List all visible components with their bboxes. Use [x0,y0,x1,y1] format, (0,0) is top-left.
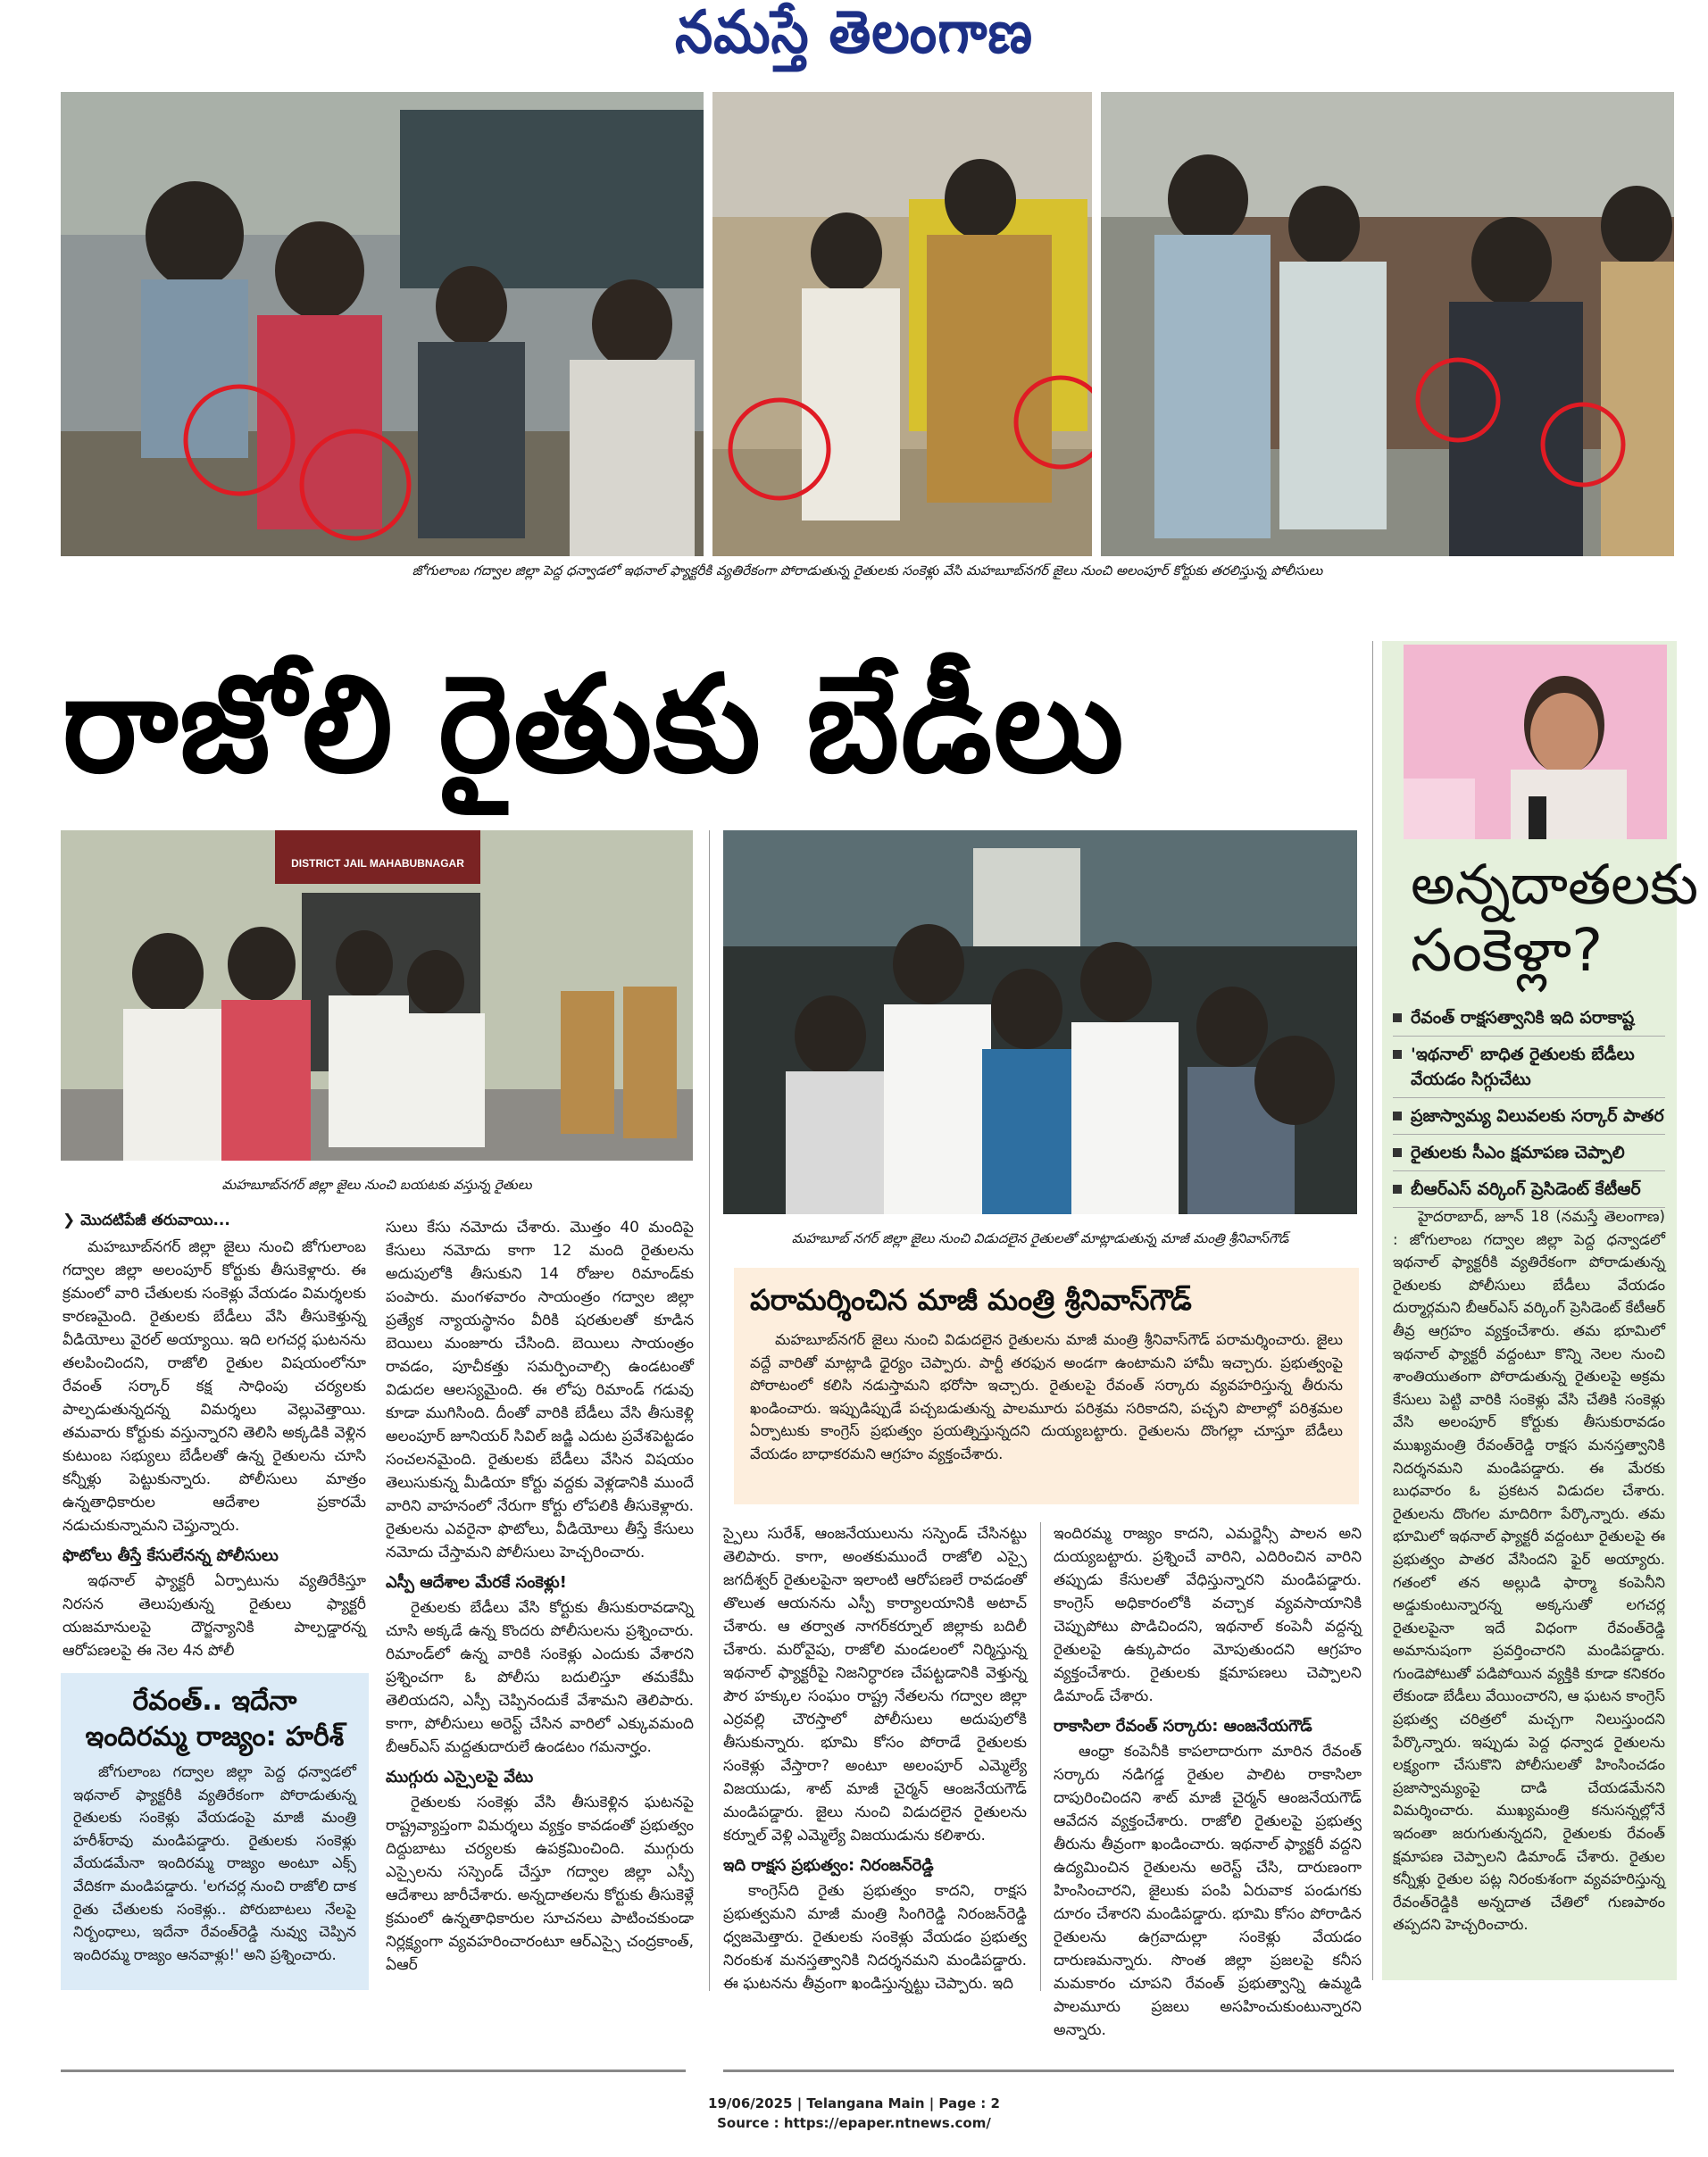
harish-box-title-1: రేవంత్.. ఇదేనా [132,1686,297,1717]
masthead [0,0,1708,75]
article-subhead: రాకాసిలా రేవంత్ సర్కారు: ఆంజనేయగౌడ్ [1054,1717,1312,1736]
article-subhead: ఇది రాక్షస ప్రభుత్వం: నిరంజన్‌రెడ్డి [723,1856,934,1875]
ktr-title-1: అన్నదాతలకు [1411,852,1699,917]
harish-box-title-2: ఇందిరమ్మ రాజ్యం: హరీశ్ [85,1721,345,1753]
article-kicker: ❯ మొదటిపేజీ తరువాయి... [62,1212,230,1229]
ktr-bullet: ప్రజాస్వామ్య విలువలకు సర్కార్ పాతర [1393,1098,1665,1135]
srinivas-box-title: పరామర్శించిన మాజీ మంత్రి శ్రీనివాస్‌గౌడ్ [750,1283,1192,1317]
minister-photo-caption: మహబూబ్ నగర్ జిల్లా జైలు నుంచి విడుదలైన రైతులతో మాట్లాడుతున్న మాజీ మంత్రి శ్రీనివాస్‌గౌడ్ [791,1230,1289,1246]
arrow-right-icon: ❯ [62,1212,81,1229]
ktr-bullet: రైతులకు సీఎం క్షమాపణ చెప్పాలి [1393,1135,1665,1171]
top-photo-caption: జోగులాంబ గద్వాల జిల్లా పెద్ద ధన్వాడలో ఇథనాల్ ఫ్యాక్టరీకి వ్యతిరేకంగా పోరాడుతున్న రైతులకు సంకెళ్లు వేసి మహబూబ్‌నగర్ జైలు నుంచి అలంపూర్ కోర్టుకు తరలిస్తున్న పోలీసులు [412,562,1323,579]
harish-box-body: జోగులాంబ గద్వాల జిల్లా పెద్ద ధన్వాడలో ఇథనాల్ ఫ్యాక్టరీకి వ్యతిరేకంగా పోరాడుతున్న రైతులకు సంకెళ్లు వేయడంపై మాజీ మంత్రి హరీశ్‌రావు మండిపడ్డారు. రైతులకు సంకెళ్లు వేయడమేనా ఇందిరమ్మ రాజ్యం అంటూ ఎక్స్ వేదికగా మండిపడ్డారు. 'లగచర్ల నుంచి రాజోలి దాక రైతు చేతులకు సంకెళ్లు.. పోరుబాటలు నేలపై నిర్బంధాలు, ఇదేనా రేవంత్‌రెడ్డి నువ్వు చెప్పిన ఇందిరమ్మ రాజ్యం ఆనవాళ్లు!' అని ప్రశ్నించారు. [73,1763,356,1963]
bottom-divider [61,2070,686,2072]
jail-sign: DISTRICT JAIL MAHABUBNAGAR [291,857,464,870]
ktr-bullet: రేవంత్ రాక్షసత్వానికి ఇది పరాకాష్ట [1393,1000,1665,1037]
newspaper-title: నమస్తే తెలంగాణ [674,0,1034,67]
ktr-title-2: సంకెళ్లా? [1411,916,1604,985]
column-divider [1372,641,1373,1980]
page-footer [0,2094,1708,2133]
srinivas-box [734,1268,1359,1504]
bottom-divider [723,2070,1674,2072]
ktr-bullet: 'ఇథనాల్' బాధిత రైతులకు బేడీలు వేయడం సిగ్గుచేటు [1393,1037,1665,1098]
top-photo-1 [61,92,704,556]
ktr-bullets [1393,1000,1665,1208]
srinivas-box-body: మహబూబ్‌నగర్ జైలు నుంచి విడుదలైన రైతులను మాజీ మంత్రి శ్రీనివాస్‌గౌడ్ పరామర్శించారు. జైలు వద్దే వారితో మాట్లాడి ధైర్యం చెప్పారు. పార్టీ తరఫున అండగా ఉంటామని హామీ ఇచ్చారు. ప్రభుత్వంపై పోరాటంలో కలిసి నడుస్తామని భరోసా ఇచ్చారు. రైతులపై రేవంత్ సర్కారు వ్యవహరిస్తున్న తీరును ఖండించారు. ఇప్పుడిప్పుడే పచ్చబడుతున్న పాలమూరు పరిశ్రమ సరికాదని, పచ్చని పొలాల్లో పరిశ్రమల ఏర్పాటుకు కాంగ్రెస్ ప్రభుత్వం ప్రయత్నిస్తున్నదని దుయ్యబట్టారు. రైతులను దొంగల్లా చూస్తూ బేడీలు వేయడం బాధాకరమని ఆగ్రహం వ్యక్తంచేశారు. [750,1331,1343,1462]
jail-photo [61,830,693,1161]
article-subhead: ఎస్పీ ఆదేశాల మేరకే సంకెళ్లు! [386,1573,567,1592]
headline-text: రాజోలి రైతుకు బేడీలు [62,646,1126,803]
column-divider [709,830,710,1991]
article-col-2: సులు కేసు నమోదు చేశారు. మొత్తం 40 మందిపై కేసులు నమోదు కాగా 12 మంది రైతులను అదుపులోకి తీసుకుని 14 రోజుల రిమాండ్‌కు పంపారు. మంగళవారం సాయంత్రం గద్వాల జిల్లా ప్రత్యేక న్యాయస్థానం వీరికి షరతులతో కూడిన బెయిలు మంజూరు చేసింది. బెయిలు సాయంత్రం రావడం, పూచీకత్తు సమర్పించాల్సి ఉండటంతో విడుదల ఆలస్యమైంది. ఈ లోపు రిమాండ్ గడువు కూడా ముగిసింది. దీంతో వారికి బేడీలు వేసి తీసుకెళ్లి అలంపూర్ జూనియర్ సివిల్ జడ్జి ఎదుట ప్రవేశపెట్టడం సంచలనమైంది. రైతులకు బేడీలు వేసిన విషయం తెలుసుకున్న మీడియా కోర్టు వద్దకు వెళ్లడానికి ముందే వారిని వాహనంలో నేరుగా కోర్టు లోపలికి తీసుకెళ్లారు. రైతులను ఎవరైనా ఫొటోలు, వీడియోలు తీస్తే కేసులు నమోదు చేస్తామని పోలీసులు హెచ్చరించారు. ఎస్పీ ఆదేశాల మేరకే సంకెళ్లు! రైతులకు బేడీలు వేసి కోర్టుకు తీసుకురావడాన్ని చూసి అక్కడే ఉన్న కొందరు పోలీసులను ప్రశ్నించారు. రిమాండ్‌లో ఉన్న వారికి సంకెళ్లు ఎందుకు వేశారని ప్రశ్నించగా ఓ పోలీసు బదులిస్తూ తమకేమీ తెలియదని, ఎస్పీ చెప్పినందుకే వేశామని తెలిపారు. కాగా, పోలీసులు అరెస్ట్ చేసిన వారిలో ఎక్కువమంది బీఆర్‌ఎస్ మద్దతుదారులే ఉండటం గమనార్హం. ముగ్గురు ఎస్సైలపై వేటు రైతులకు సంకెళ్లు వేసి తీసుకెళ్లిన ఘటనపై రాష్ట్రవ్యాప్తంగా విమర్శలు వ్యక్తం కావడంతో ప్రభుత్వం దిద్దుబాటు చర్యలకు ఉపక్రమించింది. ముగ్గురు ఎస్సైలను సస్పెండ్ చేస్తూ గద్వాల జిల్లా ఎస్పీ ఆదేశాలు జారీచేశారు. అన్నదాతలను కోర్టుకు తీసుకెళ్లే క్రమంలో ఉన్నతాధికారుల సూచనలు పాటించకుండా నిర్లక్ష్యంగా వ్యవహరించారంటూ ఆర్‌ఎస్సై చంద్రకాంత్, ఏఆర్ [386,1219,694,1974]
ktr-photo [1404,645,1667,839]
ktr-bullet: బీఆర్‌ఎస్ వర్కింగ్ ప్రెసిడెంట్ కేటీఆర్ [1393,1171,1665,1208]
harish-box [61,1673,369,1990]
footer-date: 19/06/2025 | Telangana Main | Page : 2 [708,2095,1000,2111]
main-headline [62,643,1357,839]
article-col-1: ❯ మొదటిపేజీ తరువాయి... మహబూబ్‌నగర్ జిల్లా జైలు నుంచి జోగులాంబ గద్వాల జిల్లా అలంపూర్ కోర్టుకు తీసుకెళ్లారు. ఈ క్రమంలో వారి చేతులకు సంకెళ్లు వేయడం విమర్శలకు కారణమైంది. రైతులకు బేడీలు వేసి తీసుకెళ్తున్న వీడియోలు వైరల్ అయ్యాయి. ఇది లగచర్ల ఘటనను తలపించిందని, రాజోలి రైతుల విషయంలోనూ రేవంత్ సర్కార్ కక్ష సాధింపు చర్యలకు పాల్పడుతున్నదన్న విమర్శలు వెల్లువెత్తాయి. తమవారు కోర్టుకు వస్తున్నారని తెలిసి అక్కడికి వెళ్లిన కుటుంబ సభ్యులు బేడీలతో ఉన్న రైతులను చూసి కన్నీళ్లు పెట్టుకున్నారు. పోలీసులు మాత్రం ఉన్నతాధికారుల ఆదేశాల ప్రకారమే నడుచుకున్నామని చెప్తున్నారు. ఫొటోలు తీస్తే కేసులేనన్న పోలీసులు ఇథనాల్ ఫ్యాక్టరీ ఏర్పాటును వ్యతిరేకిస్తూ నిరసన తెలుపుతున్న రైతులు ఫ్యాక్టరీ యజమానులపై దౌర్జన్యానికి పాల్పడ్డారన్న ఆరోపణలపై ఈ నెల 4న పోలీ [62,1209,366,1664]
article-subhead: ముగ్గురు ఎస్సైలపై వేటు [386,1768,534,1786]
article-col-4: ఇందిరమ్మ రాజ్యం కాదని, ఎమర్జెన్సీ పాలన అని దుయ్యబట్టారు. ప్రశ్నించే వారిని, ఎదిరించిన వారిని తప్పుడు కేసులతో వేధిస్తున్నారని మండిపడ్డారు. కాంగ్రెస్ అధికారంలోకి వచ్చాక వ్యవసాయానికి చెప్పుపోటు పొడిచిందని, ఇథనాల్ కంపెనీ వద్దన్న రైతులపై ఉక్కుపాదం మోపుతుందని ఆగ్రహం వ్యక్తంచేశారు. రైతులకు క్షమాపణలు చెప్పాలని డిమాండ్ చేశారు. రాకాసిలా రేవంత్ సర్కారు: ఆంజనేయగౌడ్ ఆంధ్రా కంపెనీకి కాపలాదారుగా మారిన రేవంత్ సర్కారు నడిగడ్డ రైతుల పాలిట రాకాసిలా దాపురించిందని శాట్ మాజీ చైర్మన్ ఆంజనేయగౌడ్ ఆవేదన వ్యక్తంచేశారు. రాజోలి రైతులపై ప్రభుత్వ తీరును తీవ్రంగా ఖండించారు. ఇథనాల్ ఫ్యాక్టరీ వద్దని ఉద్యమించిన రైతులను అరెస్ట్ చేసి, దారుణంగా హింసించారని, జైలుకు పంపి ఏరువాక పండుగకు దూరం చేశారని మండిపడ్డారు. భూమి కోసం పోరాడిన రైతులను ఉగ్రవాదుల్లా సంకెళ్లు వేయడం దారుణమన్నారు. సొంత జిల్లా ప్రజలపై కనీస మమకారం చూపని రేవంత్ ప్రభుత్వాన్ని ఉమ్మడి పాలమూరు ప్రజలు అసహించుకుంటున్నారని అన్నారు. [1054,1525,1362,2039]
ktr-body: హైదరాబాద్, జూన్ 18 (నమస్తే తెలంగాణ) : జోగులాంబ గద్వాల జిల్లా పెద్ద ధన్వాడలో ఇథనాల్ ఫ్యాక్టరీకి వ్యతిరేకంగా పోరాడుతున్న రైతులకు పోలీసులు బేడీలు వేయడం దుర్మార్గమని బీఆర్‌ఎస్ వర్కింగ్ ప్రెసిడెంట్ కేటీఆర్ తీవ్ర ఆగ్రహం వ్యక్తంచేశారు. తమ భూమిలో ఇథనాల్ ఫ్యాక్టరీ వద్దంటూ కొన్ని నెలల నుంచి శాంతియుతంగా పోరాడుతున్న రైతులపై అక్రమ కేసులు పెట్టి వారికి సంకెళ్లు వేసి చేతికి సంకెళ్లు వేసి అలంపూర్ కోర్టుకు తీసుకురావడం ముఖ్యమంత్రి రేవంత్‌రెడ్డి రాక్షస మనస్తత్వానికి నిదర్శనమని మండిపడ్డారు. ఈ మేరకు బుధవారం ఓ ప్రకటన విడుదల చేశారు. రైతులను దొంగల మాదిరిగా పేర్కొన్నారు. తమ భూమిలో ఇథనాల్ ఫ్యాక్టరీ వద్దంటూ రైతులపై ఈ ప్రభుత్వం పాతర వేసిందని ఫైర్ అయ్యారు. గతంలో తన అల్లుడి ఫార్మా కంపెనీని అడ్డుకుంటున్నారన్న అక్కసుతో లగచర్ల రైతులపైనా ఇదే విధంగా రేవంత్‌రెడ్డి అమానుషంగా ప్రవర్తించారని మండిపడ్డారు. గుండెపోటుతో పడిపోయిన వ్యక్తికి కూడా కనికరం లేకుండా బేడీలు వేయించారని, ఆ ఘటన కాంగ్రెస్ ప్రభుత్వ చరిత్రలో మచ్చగా నిలుస్తుందని పేర్కొన్నారు. ఇప్పుడు పెద్ద ధన్వాడ రైతులను లక్ష్యంగా చేసుకొని పోలీసులతో హింసించడం ప్రజాస్వామ్యంపై దాడి చేయడమేనని విమర్శించారు. ముఖ్యమంత్రి కనుసన్నల్లోనే ఇదంతా జరుగుతున్నదని, రైతులకు రేవంత్ క్షమాపణ చెప్పాలని డిమాండ్ చేశారు. రైతుల కన్నీళ్లు రైతుల పట్ల నిరంకుశంగా వ్యవహరిస్తున్న రేవంత్‌రెడ్డికి అన్నదాత చేతిలో గుణపాఠం తప్పదని హెచ్చరించారు. [1393,1208,1665,1934]
column-divider [1040,1522,1041,1991]
top-photo-3 [1101,92,1674,556]
footer-source: Source : https://epaper.ntnews.com/ [717,2115,991,2131]
article-col-3: స్పైలు సురేశ్, ఆంజనేయులును సస్పెండ్ చేసినట్టు తెలిపారు. కాగా, అంతకుముందే రాజోలి ఎస్సై జగదీశ్వర్ రైతులపైనా ఇలాంటి ఆరోపణలే రావడంతో తొలుత ఆయనను ఎస్పీ కార్యాలయానికి అటాచ్ చేశారు. ఆ తర్వాత నాగర్‌కర్నూల్ జిల్లాకు బదిలీ చేశారు. మరోవైపు, రాజోలి మండలంలో నిర్మిస్తున్న ఇథనాల్ ఫ్యాక్టరీపై నిజనిర్ధారణ చేపట్టడానికి వెళ్తున్న పౌర హక్కుల సంఘం రాష్ట్ర నేతలను గద్వాల జిల్లా ఎర్రవల్లి చౌరస్తాలో పోలీసులు అదుపులోకి తీసుకున్నారు. భూమి కోసం పోరాడే రైతులకు సంకెళ్లు వేస్తారా? అంటూ అలంపూర్ ఎమ్మెల్యే విజయుడు, శాట్ మాజీ చైర్మన్ ఆంజనేయగౌడ్ మండిపడ్డారు. జైలు నుంచి విడుదలైన రైతులను కర్నూల్ వెళ్లి ఎమ్మెల్యే విజయుడును కలిశారు. ఇది రాక్షస ప్రభుత్వం: నిరంజన్‌రెడ్డి కాంగ్రెస్‌ది రైతు ప్రభుత్వం కాదని, రాక్షస ప్రభుత్వమని మాజీ మంత్రి సింగిరెడ్డి నిరంజన్‌రెడ్డి ధ్వజమెత్తారు. రైతులకు సంకెళ్లు వేయడం ప్రభుత్వ నిరంకుశ మనస్తత్వానికి నిదర్శనమని మండిపడ్డారు. ఈ ఘటనను తీవ్రంగా ఖండిస్తున్నట్టు చెప్పారు. ఇది [723,1525,1027,1993]
jail-photo-caption: మహబూబ్‌నగర్ జిల్లా జైలు నుంచి బయటకు వస్తున్న రైతులు [221,1177,532,1193]
minister-photo [723,830,1357,1214]
article-subhead: ఫొటోలు తీస్తే కేసులేనన్న పోలీసులు [62,1546,279,1565]
top-photo-2 [712,92,1092,556]
